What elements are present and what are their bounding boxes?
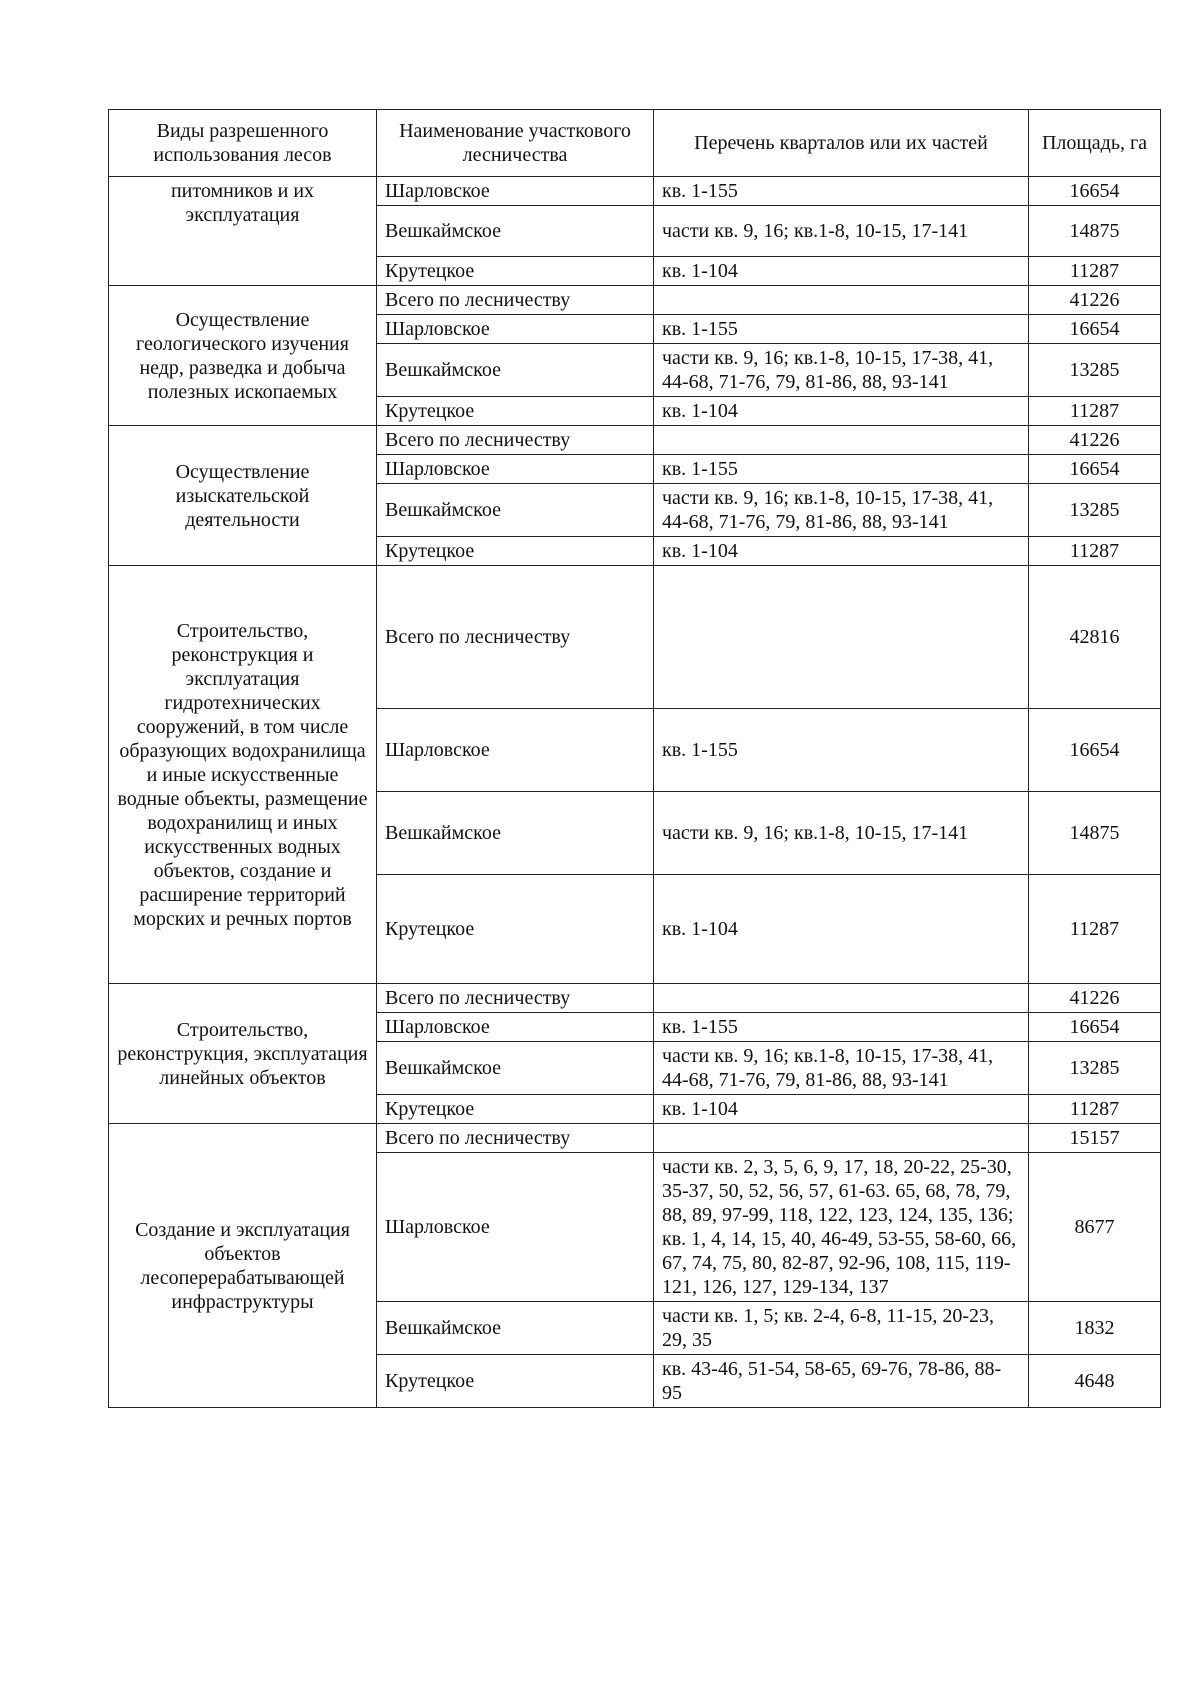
quarters-cell: части кв. 9, 16; кв.1-8, 10-15, 17-141 bbox=[654, 206, 1029, 257]
quarters-cell: кв. 1-104 bbox=[654, 537, 1029, 566]
area-cell: 16654 bbox=[1029, 709, 1161, 792]
forestry-cell: Шарловское bbox=[377, 1153, 654, 1302]
area-cell: 13285 bbox=[1029, 484, 1161, 537]
header-type: Виды разрешенного использования лесов bbox=[109, 110, 377, 177]
area-cell: 13285 bbox=[1029, 344, 1161, 397]
area-cell: 41226 bbox=[1029, 426, 1161, 455]
forestry-cell: Всего по лесничеству bbox=[377, 566, 654, 709]
forestry-cell: Вешкаймское bbox=[377, 1302, 654, 1355]
table-row bbox=[109, 177, 1161, 206]
area-cell: 11287 bbox=[1029, 875, 1161, 984]
quarters-cell: кв. 1-155 bbox=[654, 709, 1029, 792]
use-type-cell: питомников и их эксплуатация bbox=[109, 177, 377, 286]
use-type-cell: Строительство, реконструкция, эксплуатация линейных объектов bbox=[109, 984, 377, 1124]
area-cell: 11287 bbox=[1029, 537, 1161, 566]
table-row bbox=[109, 426, 1161, 455]
area-cell: 16654 bbox=[1029, 315, 1161, 344]
area-cell: 11287 bbox=[1029, 397, 1161, 426]
forestry-cell: Крутецкое bbox=[377, 875, 654, 984]
quarters-cell: части кв. 2, 3, 5, 6, 9, 17, 18, 20-22, 25-30, 35-37, 50, 52, 56, 57, 61-63. 65, 68, 78, 79, 88, 89, 97-99, 118, 122, 123, 124, 135, 136; кв. 1, 4, 14, 15, 40, 46-49, 53-55, 58-60, 66, 67, 74, 75, 80, 82-87, 92-96, 108, 115, 119-121, 126, 127, 129-134, 137 bbox=[654, 1153, 1029, 1302]
area-cell: 16654 bbox=[1029, 177, 1161, 206]
table-row bbox=[109, 566, 1161, 709]
quarters-cell bbox=[654, 1124, 1029, 1153]
forestry-cell: Вешкаймское bbox=[377, 206, 654, 257]
forestry-cell: Вешкаймское bbox=[377, 792, 654, 875]
area-cell: 15157 bbox=[1029, 1124, 1161, 1153]
quarters-cell: части кв. 1, 5; кв. 2-4, 6-8, 11-15, 20-23, 29, 35 bbox=[654, 1302, 1029, 1355]
quarters-cell: части кв. 9, 16; кв.1-8, 10-15, 17-38, 41, 44-68, 71-76, 79, 81-86, 88, 93-141 bbox=[654, 1042, 1029, 1095]
use-type-cell: Создание и эксплуатация объектов лесоперерабатывающей инфраструктуры bbox=[109, 1124, 377, 1408]
quarters-cell: части кв. 9, 16; кв.1-8, 10-15, 17-38, 41, 44-68, 71-76, 79, 81-86, 88, 93-141 bbox=[654, 344, 1029, 397]
area-cell: 14875 bbox=[1029, 792, 1161, 875]
forestry-cell: Вешкаймское bbox=[377, 344, 654, 397]
area-cell: 13285 bbox=[1029, 1042, 1161, 1095]
forestry-cell: Всего по лесничеству bbox=[377, 286, 654, 315]
quarters-cell: части кв. 9, 16; кв.1-8, 10-15, 17-38, 41, 44-68, 71-76, 79, 81-86, 88, 93-141 bbox=[654, 484, 1029, 537]
forestry-cell: Шарловское bbox=[377, 709, 654, 792]
area-cell: 14875 bbox=[1029, 206, 1161, 257]
quarters-cell: кв. 1-155 bbox=[654, 177, 1029, 206]
area-cell: 4648 bbox=[1029, 1355, 1161, 1408]
quarters-cell: кв. 1-104 bbox=[654, 397, 1029, 426]
area-cell: 11287 bbox=[1029, 1095, 1161, 1124]
forestry-cell: Крутецкое bbox=[377, 257, 654, 286]
forestry-cell: Вешкаймское bbox=[377, 1042, 654, 1095]
area-cell: 8677 bbox=[1029, 1153, 1161, 1302]
quarters-cell bbox=[654, 426, 1029, 455]
area-cell: 11287 bbox=[1029, 257, 1161, 286]
table-row bbox=[109, 286, 1161, 315]
header-area: Площадь, га bbox=[1029, 110, 1161, 177]
area-cell: 41226 bbox=[1029, 984, 1161, 1013]
forestry-cell: Крутецкое bbox=[377, 397, 654, 426]
area-cell: 16654 bbox=[1029, 455, 1161, 484]
quarters-cell: кв. 1-155 bbox=[654, 1013, 1029, 1042]
table-header-row bbox=[109, 110, 1161, 177]
quarters-cell: части кв. 9, 16; кв.1-8, 10-15, 17-141 bbox=[654, 792, 1029, 875]
forestry-cell: Шарловское bbox=[377, 1013, 654, 1042]
quarters-cell bbox=[654, 566, 1029, 709]
use-type-cell: Осуществление изыскательской деятельности bbox=[109, 426, 377, 566]
forestry-cell: Крутецкое bbox=[377, 1355, 654, 1408]
area-cell: 42816 bbox=[1029, 566, 1161, 709]
use-type-cell: Строительство, реконструкция и эксплуатация гидротехнических сооружений, в том числе образующих водохранилища и иные искусственные водные объекты, размещение водохранилищ и иных искусственных водных объектов, создание и расширение территорий морских и речных портов bbox=[109, 566, 377, 984]
quarters-cell bbox=[654, 984, 1029, 1013]
forestry-cell: Вешкаймское bbox=[377, 484, 654, 537]
forestry-cell: Шарловское bbox=[377, 315, 654, 344]
quarters-cell: кв. 1-104 bbox=[654, 1095, 1029, 1124]
area-cell: 16654 bbox=[1029, 1013, 1161, 1042]
quarters-cell: кв. 1-104 bbox=[654, 257, 1029, 286]
quarters-cell bbox=[654, 286, 1029, 315]
table-row bbox=[109, 1124, 1161, 1153]
quarters-cell: кв. 1-104 bbox=[654, 875, 1029, 984]
forestry-cell: Всего по лесничеству bbox=[377, 984, 654, 1013]
forestry-cell: Крутецкое bbox=[377, 1095, 654, 1124]
quarters-cell: кв. 1-155 bbox=[654, 455, 1029, 484]
header-forestry: Наименование участкового лесничества bbox=[377, 110, 654, 177]
area-cell: 41226 bbox=[1029, 286, 1161, 315]
quarters-cell: кв. 43-46, 51-54, 58-65, 69-76, 78-86, 88-95 bbox=[654, 1355, 1029, 1408]
header-quarters: Перечень кварталов или их частей bbox=[654, 110, 1029, 177]
quarters-cell: кв. 1-155 bbox=[654, 315, 1029, 344]
forestry-cell: Шарловское bbox=[377, 455, 654, 484]
table-row bbox=[109, 984, 1161, 1013]
forestry-cell: Всего по лесничеству bbox=[377, 1124, 654, 1153]
forestry-cell: Всего по лесничеству bbox=[377, 426, 654, 455]
forestry-cell: Шарловское bbox=[377, 177, 654, 206]
forestry-cell: Крутецкое bbox=[377, 537, 654, 566]
forest-use-table bbox=[108, 109, 1161, 1408]
area-cell: 1832 bbox=[1029, 1302, 1161, 1355]
use-type-cell: Осуществление геологического изучения недр, разведка и добыча полезных ископаемых bbox=[109, 286, 377, 426]
